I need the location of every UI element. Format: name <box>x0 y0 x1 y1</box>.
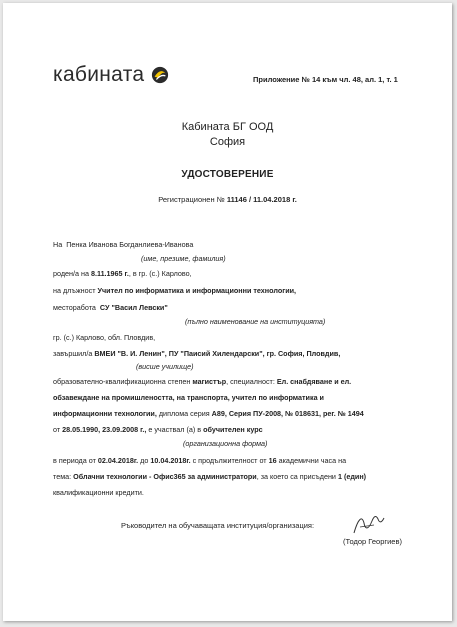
specialty-part-2: обзавеждане на промишлеността, на транспорта, учител по информатика и <box>53 393 324 402</box>
diploma-date-line <box>53 425 263 434</box>
logo-emblem-icon <box>151 66 169 84</box>
workplace-hint: (пълно наименование на институцията) <box>185 317 326 326</box>
specialty-part-1: Ел. снабдяване и ел. <box>276 377 352 386</box>
position-label: на длъжност <box>53 286 96 295</box>
registration-label: Регистрационен № <box>158 195 225 204</box>
address-line <box>53 333 155 342</box>
form-hint: (организационна форма) <box>183 439 268 448</box>
birth-place-label: , в гр. (с.) <box>128 269 160 278</box>
graduated-line <box>53 349 340 358</box>
region-label: обл. <box>107 333 122 342</box>
participated-label: е участвал (а) в <box>148 425 202 434</box>
company-logo-text: кабината <box>53 63 145 86</box>
registration-number: 11146 / 11.04.2018 г. <box>226 195 297 204</box>
specialty-part-3: информационни технологии, <box>53 409 157 418</box>
region-value: Пловдив, <box>123 333 156 342</box>
address-value: Карлово, <box>76 333 106 342</box>
credits-label: , за което са присъдени <box>256 472 336 481</box>
birth-label: роден/а на <box>53 269 89 278</box>
signatory-role: Ръководител на обучаващата институция/организация: <box>121 521 315 530</box>
registration-line <box>3 195 452 204</box>
person-line <box>53 240 193 249</box>
person-name-hint: (име, презиме, фамилия) <box>141 254 226 263</box>
hours-label: академични часа на <box>278 456 347 465</box>
birth-place: Карлово, <box>161 269 192 278</box>
document-title: УДОСТОВЕРЕНИЕ <box>181 169 274 180</box>
degree-value: магистър <box>192 377 227 386</box>
graduated-hint: (висше училище) <box>136 362 194 371</box>
degree-line <box>53 377 351 386</box>
workplace-label: месторабота <box>53 303 96 312</box>
period-label: в периода от <box>53 456 96 465</box>
diploma-dates: 28.05.1990, 23.09.2008 г., <box>62 425 147 434</box>
workplace-line <box>53 303 168 312</box>
topic-label: тема: <box>53 472 72 481</box>
period-start: 02.04.2018г. <box>97 456 139 465</box>
diploma-label: диплома серия <box>158 409 210 418</box>
course-form: обучителен курс <box>203 425 263 434</box>
diploma-line <box>53 409 364 418</box>
graduated-value: ВМЕИ "В. И. Ленин", ПУ "Паисий Хилендарски", гр. София, Пловдив, <box>94 349 341 358</box>
birth-line <box>53 269 192 278</box>
certificate-page <box>3 3 452 621</box>
workplace-value: СУ "Васил Левски" <box>99 303 168 312</box>
birth-date: 8.11.1965 г. <box>90 269 129 278</box>
person-name: Пенка Иванова Богданлиева-Иванова <box>66 240 194 249</box>
credits-tail: квалификационни кредити. <box>53 488 144 497</box>
duration-label: с продължителност от <box>192 456 267 465</box>
signatory-name: (Тодор Георгиев) <box>343 537 402 546</box>
person-prefix: На <box>53 240 63 249</box>
duration-hours: 16 <box>268 456 277 465</box>
diploma-value: А89, Серия ПУ-2008, № 018631, рег. № 1494 <box>211 409 364 418</box>
topic-line <box>53 472 366 481</box>
specialty-label: , специалност: <box>226 377 275 386</box>
graduated-label: завършил/а <box>53 349 93 358</box>
position-line <box>53 286 296 295</box>
period-end: 10.04.2018г. <box>150 456 191 465</box>
period-to-label: до <box>140 456 149 465</box>
topic-value: Облачни технологии - Офис365 за администратори <box>73 472 257 481</box>
handwritten-signature-icon <box>348 509 388 539</box>
annex-reference: Приложение № 14 към чл. 48, ал. 1, т. 1 <box>253 75 398 84</box>
position-value: Учител по информатика и информационни технологии, <box>97 286 297 295</box>
issuer-name: Кабината БГ ООД <box>181 121 274 133</box>
period-line <box>53 456 346 465</box>
degree-label: образователно-квалификационна степен <box>53 377 191 386</box>
credits-value: 1 (един) <box>337 472 367 481</box>
issuer-city: София <box>209 136 246 148</box>
address-label: гр. (с.) <box>53 333 74 342</box>
diploma-from-label: от <box>53 425 61 434</box>
